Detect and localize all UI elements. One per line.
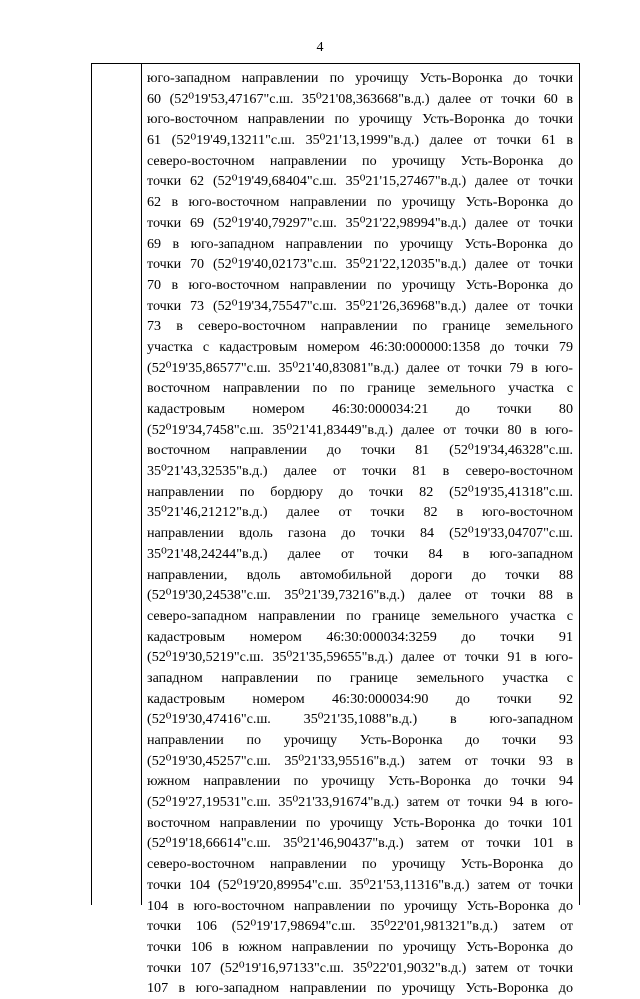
text-line: точки 73 (52⁰19'34,75547"с.ш. 35⁰21'26,36968"в.д.) далее от точки: [147, 297, 573, 314]
text-line: 69 в юго-западном направлении по урочищу Усть-Воронка до: [147, 235, 573, 252]
text-line: направлении по бордюру до точки 82 (52⁰19'35,41318"с.ш.: [147, 483, 573, 500]
table-left-column: [92, 64, 142, 905]
text-line: 35⁰21'43,32535"в.д.) далее от точки 81 в северо-восточном: [147, 463, 573, 480]
text-line: юго-восточном направлении по урочищу Усть-Воронка до точки: [147, 111, 573, 128]
text-line: точки 107 (52⁰19'16,97133"с.ш. 35⁰22'01,9032"в.д.) затем от точки: [147, 959, 573, 976]
text-line: восточном направлении до точки 81 (52⁰19'34,46328"с.ш.: [147, 442, 573, 459]
text-line: точки 106 в южном направлении по урочищу Усть-Воронка до: [147, 938, 573, 955]
text-line: кадастровым номером 46:30:000034:90 до точки 92: [147, 690, 573, 707]
text-line: 73 в северо-восточном направлении по границе земельного: [147, 318, 573, 335]
text-line: 107 в юго-западном направлении по урочищу Усть-Воронка до: [147, 980, 573, 997]
text-line: кадастровым номером 46:30:000034:3259 до точки 91: [147, 628, 573, 645]
text-line: 70 в юго-восточном направлении по урочищу Усть-Воронка до: [147, 276, 573, 293]
text-line: западном направлении по границе земельного участка с: [147, 669, 573, 686]
text-line: участка с кадастровым номером 46:30:000000:1358 до точки 79: [147, 338, 573, 355]
text-line: 60 (52⁰19'53,47167"с.ш. 35⁰21'08,363668"в.д.) далее от точки 60 в: [147, 90, 573, 107]
table-right-column: [142, 64, 579, 997]
page-number: 4: [316, 40, 324, 55]
text-line: северо-восточном направлении по урочищу Усть-Воронка до: [147, 856, 573, 873]
text-line: северо-западном направлении по границе земельного участка с: [147, 607, 573, 624]
text-line: кадастровым номером 46:30:000034:21 до точки 80: [147, 401, 573, 417]
text-line: восточном направлении по урочищу Усть-Воронка до точки 101: [147, 814, 573, 831]
text-line: направлении, вдоль автомобильной дороги до точки 88: [147, 566, 573, 583]
text-line: (52⁰19'30,47416"с.ш. 35⁰21'35,1088"в.д.) в юго-западном: [147, 711, 573, 728]
text-line: 62 в юго-восточном направлении по урочищу Усть-Воронка до: [147, 194, 573, 211]
text-line: (52⁰19'27,19531"с.ш. 35⁰21'33,91674"в.д.) затем от точки 94 в юго-: [147, 794, 573, 811]
text-line: 35⁰21'46,21212"в.д.) далее от точки 82 в юго-восточном: [147, 504, 573, 521]
text-line: направлении вдоль газона до точки 84 (52⁰19'33,04707"с.ш.: [147, 525, 573, 542]
text-line: (52⁰19'30,24538"с.ш. 35⁰21'39,73216"в.д.) далее от точки 88 в: [147, 587, 573, 604]
text-line: (52⁰19'34,7458"с.ш. 35⁰21'41,83449"в.д.) далее от точки 80 в юго-: [147, 421, 573, 438]
text-line: северо-восточном направлении по урочищу Усть-Воронка до: [147, 152, 573, 169]
text-line: точки 70 (52⁰19'40,02173"с.ш. 35⁰21'22,12035"в.д.) далее от точки: [147, 256, 573, 273]
text-line: (52⁰19'30,45257"с.ш. 35⁰21'33,95516"в.д.) затем от точки 93 в: [147, 752, 573, 769]
text-line: направлении по урочищу Усть-Воронка до точки 93: [147, 732, 573, 748]
document-table: [91, 63, 580, 997]
text-line: точки 106 (52⁰19'17,98694"с.ш. 35⁰22'01,981321"в.д.) затем от: [147, 918, 573, 935]
text-line: южном направлении по урочищу Усть-Воронка до точки 94: [147, 773, 573, 790]
body-text: [147, 68, 573, 999]
text-line: восточном направлении по по границе земельного участка с: [147, 380, 573, 397]
text-line: точки 62 (52⁰19'49,68404"с.ш. 35⁰21'15,27467"в.д.) далее от точки: [147, 173, 573, 190]
text-line: точки 104 (52⁰19'20,89954"с.ш. 35⁰21'53,11316"в.д.) затем от точки: [147, 876, 573, 893]
text-line: юго-западном направлении по урочищу Усть-Воронка до точки: [147, 70, 573, 86]
text-line: 35⁰21'48,24244"в.д.) далее от точки 84 в юго-западном: [147, 545, 573, 562]
text-line: точки 69 (52⁰19'40,79297"с.ш. 35⁰21'22,98994"в.д.) далее от точки: [147, 214, 573, 231]
text-line: 61 (52⁰19'49,13211"с.ш. 35⁰21'13,1999"в.д.) далее от точки 61 в: [147, 132, 573, 149]
text-line: 104 в юго-восточном направлении по урочищу Усть-Воронка до: [147, 897, 573, 914]
text-line: (52⁰19'35,86577"с.ш. 35⁰21'40,83081"в.д.) далее от точки 79 в юго-: [147, 359, 573, 376]
text-line: (52⁰19'18,66614"с.ш. 35⁰21'46,90437"в.д.) затем от точки 101 в: [147, 835, 573, 852]
text-line: (52⁰19'30,5219"с.ш. 35⁰21'35,59655"в.д.) далее от точки 91 в юго-: [147, 649, 573, 666]
